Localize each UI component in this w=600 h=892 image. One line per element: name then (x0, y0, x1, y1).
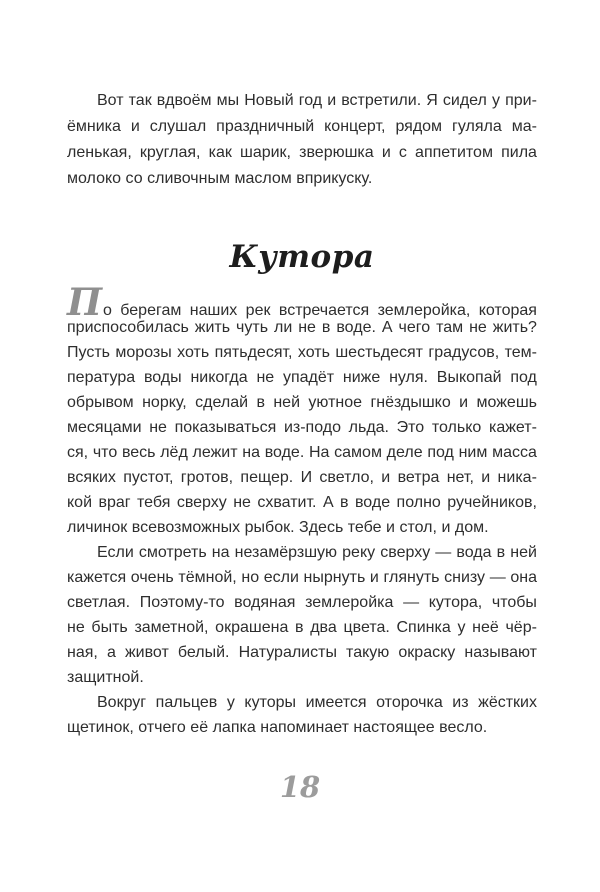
word: чтобы (491, 594, 537, 611)
word: землеройка, (377, 302, 471, 319)
word: чёр- (505, 619, 537, 636)
word: и (441, 519, 451, 536)
word: не (233, 494, 251, 511)
word: всяких (67, 469, 116, 486)
word: два (310, 619, 337, 636)
word: пустот, (123, 469, 174, 486)
word: кажется (67, 569, 127, 586)
word: шарик, (239, 144, 291, 161)
word: которая (478, 302, 537, 319)
word: рек (245, 302, 271, 319)
word: при- (505, 92, 537, 109)
word: градусов, (428, 344, 500, 361)
word: Новый (244, 92, 294, 109)
word: рядом (395, 118, 443, 135)
word: ёмника (67, 118, 121, 135)
word: на (211, 544, 230, 561)
word: сверху (380, 544, 431, 561)
word: как (208, 144, 232, 161)
word: Поэтому-то (139, 594, 225, 611)
word: живот (124, 644, 169, 661)
word: ней (273, 394, 301, 411)
body-paragraph (67, 690, 537, 740)
word: тебя (137, 494, 171, 511)
word: ника- (497, 469, 537, 486)
text-line (67, 665, 537, 690)
word: оторочка (376, 694, 443, 711)
word: называют (464, 644, 537, 661)
word: жить? (492, 319, 537, 336)
word: мы (216, 92, 240, 109)
word: ним (458, 444, 488, 461)
word: пятьдесят, (214, 344, 293, 361)
word: но (241, 569, 260, 586)
word: никогда (190, 369, 248, 386)
word: тёмной, (178, 569, 237, 586)
word: гротов, (180, 469, 234, 486)
text-line (67, 590, 537, 615)
word: и (130, 118, 140, 135)
word: уютное (308, 394, 363, 411)
word: тем- (504, 344, 537, 361)
word: а (106, 644, 116, 661)
word: окрашена (215, 619, 289, 636)
word: аппетитом (415, 144, 493, 161)
word: берегам (120, 302, 182, 319)
word: круглая, (139, 144, 201, 161)
word: зверюшка (299, 144, 374, 161)
word: норку, (142, 394, 187, 411)
word: пальцев (155, 694, 218, 711)
word: — (435, 544, 452, 561)
word: землеройка (305, 594, 394, 611)
word: Это (396, 419, 425, 436)
word: глянуть (383, 569, 440, 586)
word: и (327, 92, 337, 109)
word: у (226, 694, 235, 711)
word: такую (346, 644, 390, 661)
word: пература (67, 369, 136, 386)
word: Натуралисты (238, 644, 337, 661)
word: не (149, 419, 167, 436)
word: заметной, (134, 619, 209, 636)
text-line (67, 540, 537, 565)
text-line (67, 565, 537, 590)
word: слушал (149, 118, 207, 135)
word: ма- (511, 118, 537, 135)
word: лапка (212, 719, 256, 736)
word: А (322, 494, 334, 511)
word: не (256, 369, 275, 386)
word: и (481, 469, 491, 486)
word: чуть (236, 319, 269, 336)
word: концерт, (324, 118, 386, 135)
word: светло, (319, 469, 374, 486)
word: и (381, 469, 391, 486)
word: у (491, 92, 500, 109)
word: под (510, 369, 537, 386)
word: воде. (264, 444, 305, 461)
word: кой (67, 494, 93, 511)
word: упадёт (282, 369, 335, 386)
word: в (256, 394, 265, 411)
word: незамёрзшую (234, 544, 338, 561)
text-line (67, 340, 537, 365)
word: если (263, 569, 299, 586)
word: хоть (297, 344, 330, 361)
word: водяная (234, 594, 296, 611)
word: она (510, 569, 537, 586)
word: и (381, 144, 391, 161)
word: неё (472, 619, 499, 636)
word: ли (273, 319, 293, 336)
word: цвета. (343, 619, 390, 636)
word: гнёздышко (370, 394, 451, 411)
word: морозы (115, 344, 172, 361)
word: стол, (399, 519, 437, 536)
word: и (386, 519, 395, 536)
word: льда. (348, 419, 389, 436)
word: и (369, 569, 379, 586)
word: реку (342, 544, 376, 561)
intro-paragraph (67, 88, 537, 192)
text-line (67, 114, 537, 140)
word: личинок (67, 519, 128, 536)
word: отчего (138, 719, 186, 736)
word: шестьдесят (335, 344, 423, 361)
word: лёд (160, 444, 188, 461)
word: кутора, (428, 594, 483, 611)
word: схватит. (257, 494, 317, 511)
word: не (469, 319, 487, 336)
word: так (128, 92, 152, 109)
word: Здесь (299, 519, 344, 536)
word: что (92, 444, 118, 461)
word: маслом (234, 170, 292, 187)
word: чего (398, 319, 431, 336)
word: нет, (446, 469, 474, 486)
word: Если (97, 544, 134, 561)
word: масса (492, 444, 537, 461)
text-line (67, 640, 537, 665)
word: На (308, 444, 330, 461)
word: светлая. (67, 594, 131, 611)
word: быть (91, 619, 128, 636)
word: в (321, 319, 331, 336)
word: ниже (342, 369, 381, 386)
word: пещер. (240, 469, 294, 486)
word: сливочным (147, 170, 230, 187)
word: Вокруг (97, 694, 147, 711)
word: показываться (174, 419, 277, 436)
text-line (67, 415, 537, 440)
word: ная, (67, 644, 98, 661)
word: защитной. (67, 669, 144, 686)
word: воды (143, 369, 182, 386)
word: и (459, 394, 469, 411)
text-line (67, 490, 537, 515)
word: Выкопай (436, 369, 502, 386)
word: её (190, 719, 209, 736)
chapter-title: Кутора (229, 239, 375, 275)
word: воде. (336, 319, 376, 336)
text-line (67, 140, 537, 166)
word: сверху (176, 494, 227, 511)
word: тебе (347, 519, 382, 536)
word: смотреть (138, 544, 207, 561)
text-line (67, 440, 537, 465)
word: белый. (177, 644, 230, 661)
word: ней (510, 544, 537, 561)
word: всевозможных (131, 519, 241, 536)
word: на (242, 444, 260, 461)
text-line (67, 390, 537, 415)
word: вприкуску. (296, 170, 373, 187)
word: полно (396, 494, 441, 511)
word: окраску (398, 644, 456, 661)
word: весло. (439, 719, 488, 736)
word: наших (189, 302, 238, 319)
text-line (67, 365, 537, 390)
word: под (427, 444, 454, 461)
word: — (489, 569, 506, 586)
word: обрывом (67, 394, 134, 411)
body-paragraph (67, 540, 537, 690)
word: вдвоём (156, 92, 212, 109)
word: снизу (444, 569, 486, 586)
word: А (381, 319, 393, 336)
text-line (67, 166, 537, 192)
chapter-body (67, 280, 537, 740)
word: По (67, 280, 112, 324)
word: не (67, 619, 85, 636)
word: очень (130, 569, 174, 586)
word: ся, (67, 444, 89, 461)
page-number: 18 (279, 770, 321, 804)
word: куторы (244, 694, 297, 711)
word: со (125, 170, 143, 187)
word: весь (121, 444, 156, 461)
word: — (403, 594, 420, 611)
word: кажет- (488, 419, 537, 436)
body-paragraph (67, 280, 537, 540)
word: жить (194, 319, 231, 336)
word: рыбок. (244, 519, 295, 536)
word: с (398, 144, 407, 161)
drop-cap-letter: П (67, 280, 102, 324)
word: нырнуть (303, 569, 366, 586)
word: можешь (476, 394, 537, 411)
word: Я (426, 92, 438, 109)
word: из (452, 694, 469, 711)
word: настоящее (353, 719, 435, 736)
word: пила (501, 144, 537, 161)
word: приспособилась (67, 319, 189, 336)
word: И (300, 469, 313, 486)
word: в (340, 494, 349, 511)
word: напоминает (260, 719, 349, 736)
word: сделай (195, 394, 249, 411)
word: сидел (442, 92, 487, 109)
text-line (67, 280, 537, 324)
word: гуляла (452, 118, 502, 135)
word: самом (334, 444, 382, 461)
text-line (67, 715, 537, 740)
word: нуля. (389, 369, 428, 386)
word: Вот (97, 92, 124, 109)
word: год (298, 92, 323, 109)
word: у (457, 619, 466, 636)
word: в (295, 619, 304, 636)
word: воде (354, 494, 391, 511)
word: жёстких (478, 694, 537, 711)
word: лежит (192, 444, 238, 461)
word: молоко (67, 170, 122, 187)
word: вода (456, 544, 492, 561)
word: щетинок, (67, 719, 134, 736)
word: там (436, 319, 464, 336)
word: из-подо (283, 419, 341, 436)
word: ветра (397, 469, 440, 486)
word: праздничный (216, 118, 315, 135)
word: ленькая, (67, 144, 132, 161)
word: хоть (177, 344, 210, 361)
word: месяцами (67, 419, 142, 436)
text-line (67, 515, 537, 540)
word: в (496, 544, 506, 561)
text-line (67, 615, 537, 640)
text-line (67, 465, 537, 490)
word: имеется (305, 694, 367, 711)
word: дом. (454, 519, 489, 536)
word: встретили. (341, 92, 422, 109)
word: Спинка (396, 619, 451, 636)
word: не (298, 319, 316, 336)
word: деле (386, 444, 423, 461)
text-line (67, 88, 537, 114)
word: ручейников, (447, 494, 537, 511)
text-line (67, 690, 537, 715)
word: враг (98, 494, 131, 511)
word: Пусть (67, 344, 110, 361)
word: только (431, 419, 482, 436)
word: встречается (278, 302, 370, 319)
